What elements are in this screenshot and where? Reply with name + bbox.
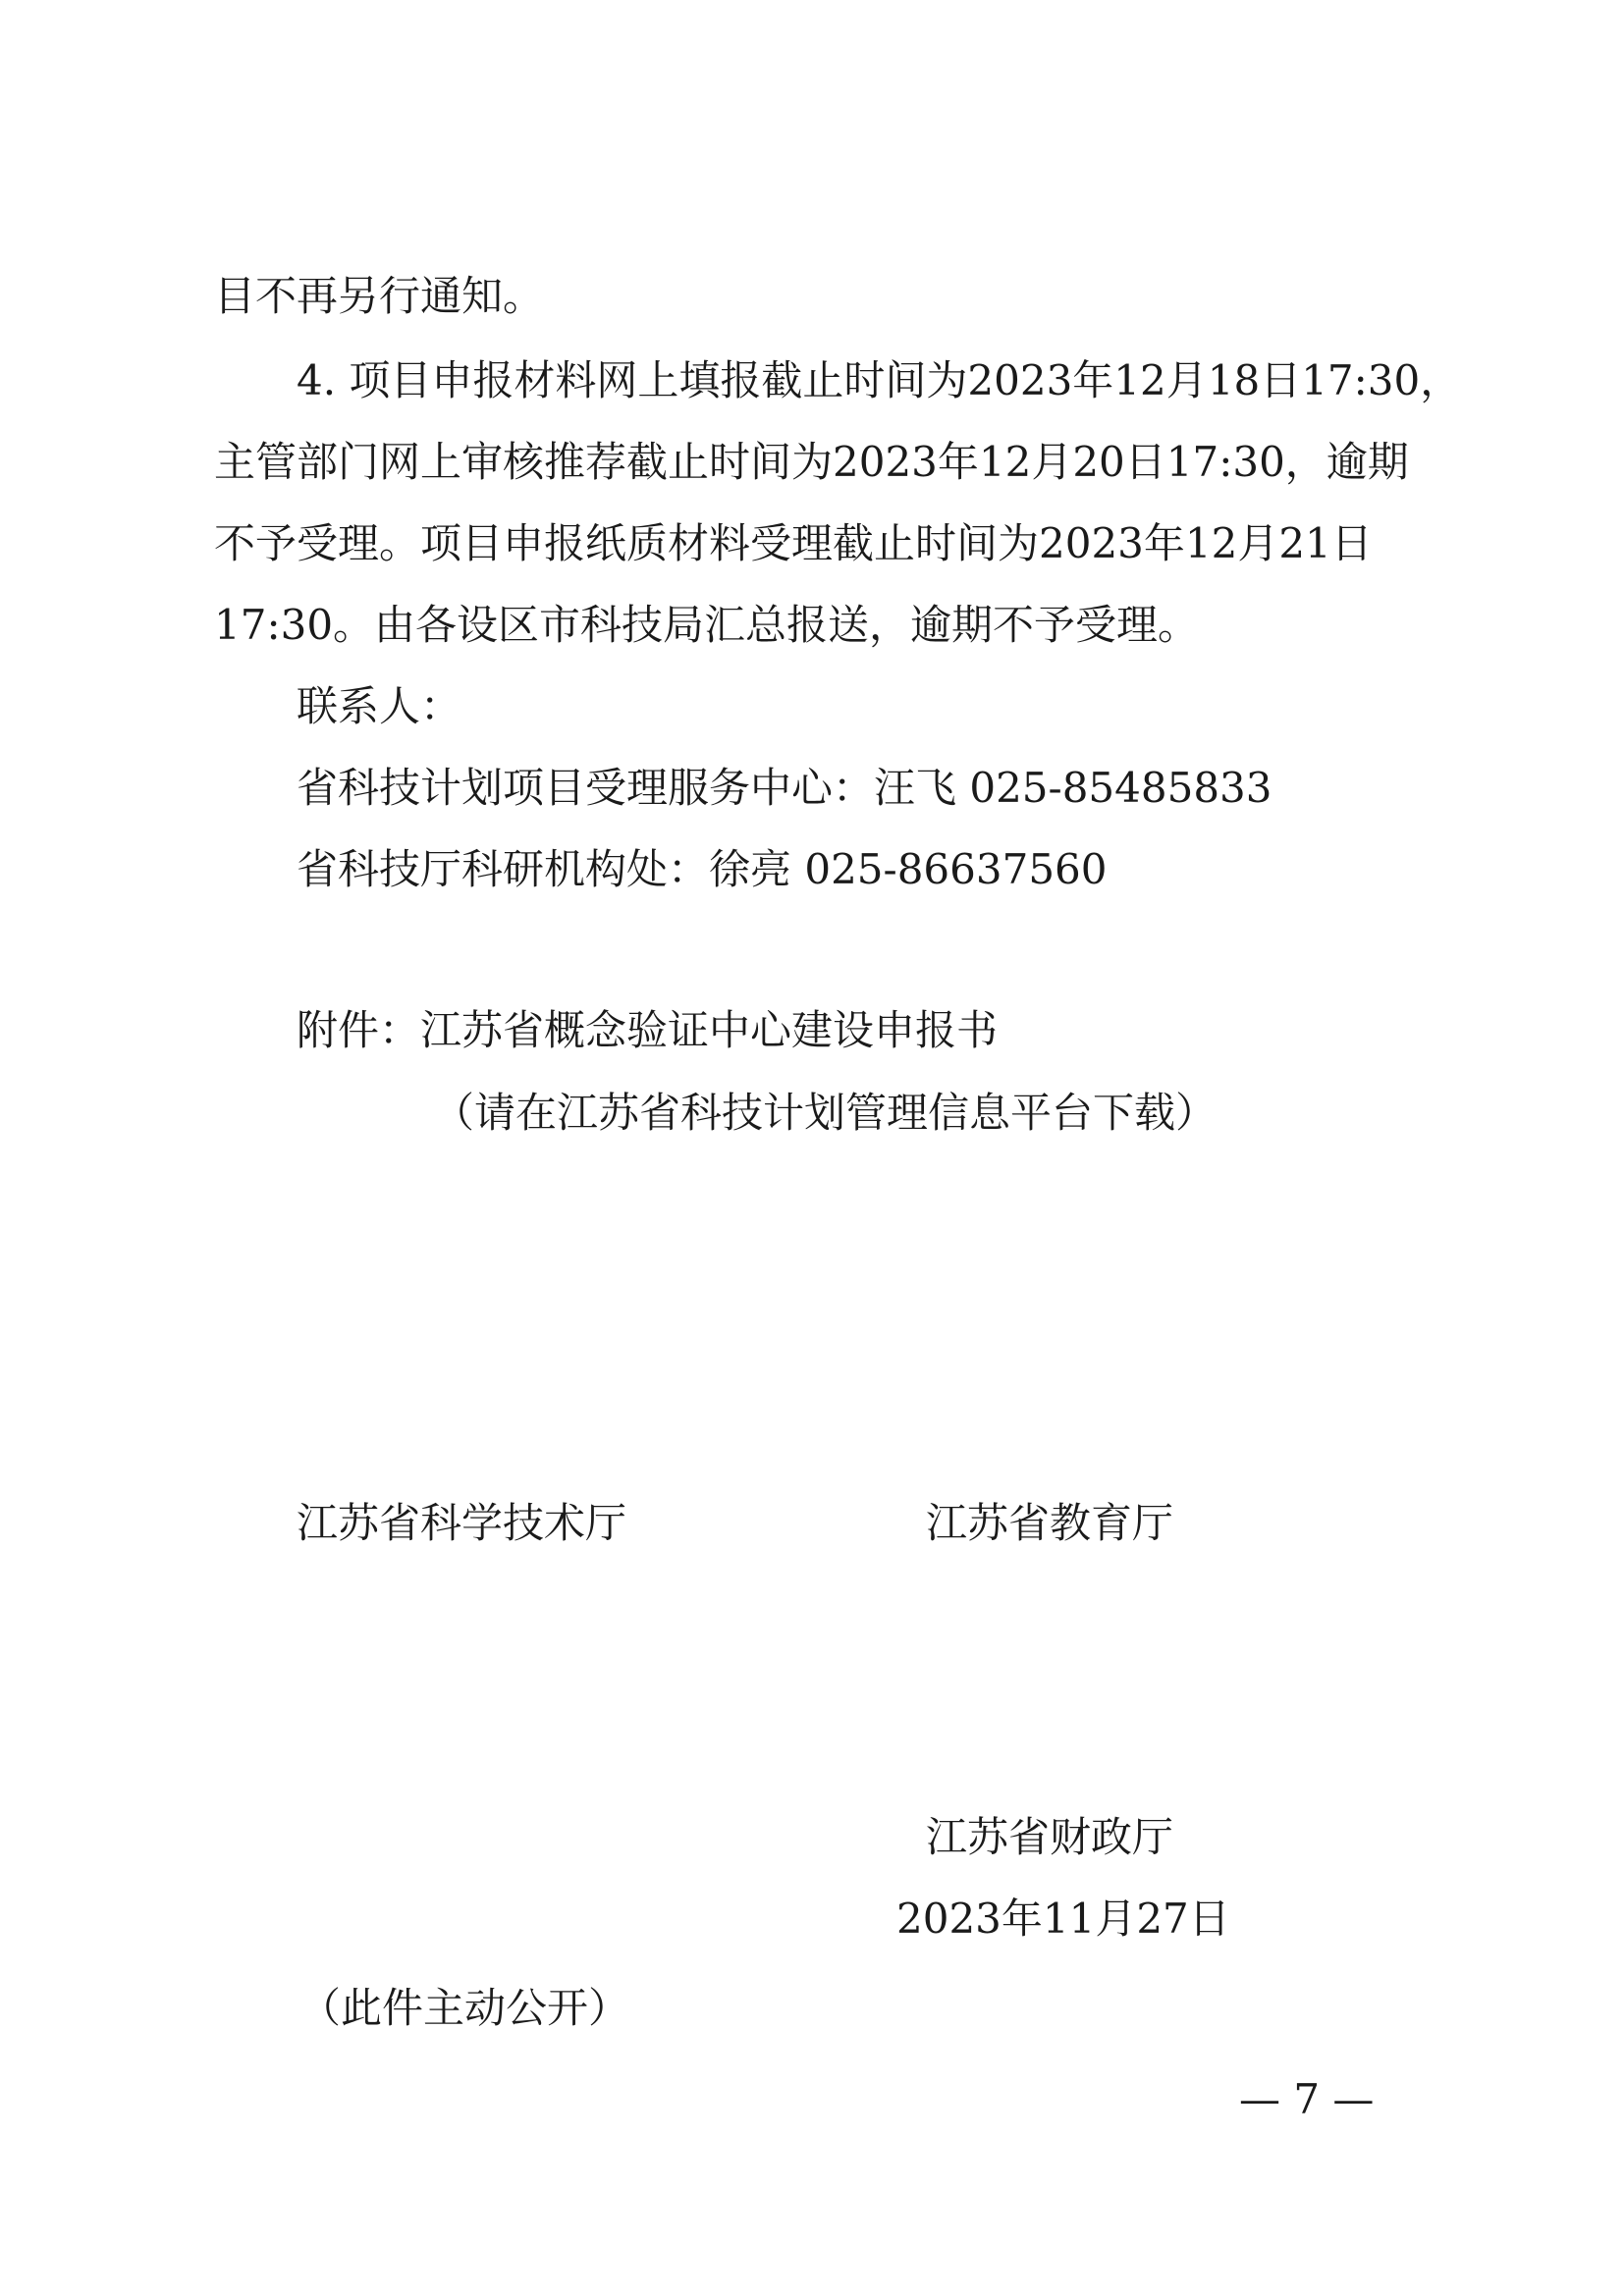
attachment-title: 附件：江苏省概念验证中心建设申报书 (297, 1006, 999, 1054)
signature-dept-3: 江苏省财政厅 (926, 1813, 1174, 1861)
item-4-line-1: 4. 项目申报材料网上填报截止时间为2023年12月18日17:30， (297, 356, 1462, 404)
contacts-heading: 联系人： (297, 682, 462, 730)
body-line-1: 目不再另行通知。 (214, 272, 545, 320)
item-4-line-2: 主管部门网上审核推荐截止时间为2023年12月20日17:30，逾期 (214, 438, 1409, 486)
signature-dept-2: 江苏省教育厅 (926, 1499, 1174, 1547)
contact-item: 省科技计划项目受理服务中心：汪飞 025-85485833 (297, 764, 1272, 812)
item-4-line-3: 不予受理。项目申报纸质材料受理截止时间为2023年12月21日 (214, 519, 1373, 567)
attachment-note: （请在江苏省科技计划管理信息平台下载） (433, 1089, 1218, 1137)
signature-dept-1: 江苏省科学技术厅 (297, 1499, 627, 1547)
item-4-line-4: 17:30。由各设区市科技局汇总报送，逾期不予受理。 (214, 601, 1200, 649)
signature-date: 2023年11月27日 (896, 1895, 1230, 1943)
disclosure-note: （此件主动公开） (299, 1984, 630, 2032)
page-number: — 7 — (1239, 2075, 1375, 2123)
contact-item: 省科技厅科研机构处：徐亮 025-86637560 (297, 845, 1108, 893)
